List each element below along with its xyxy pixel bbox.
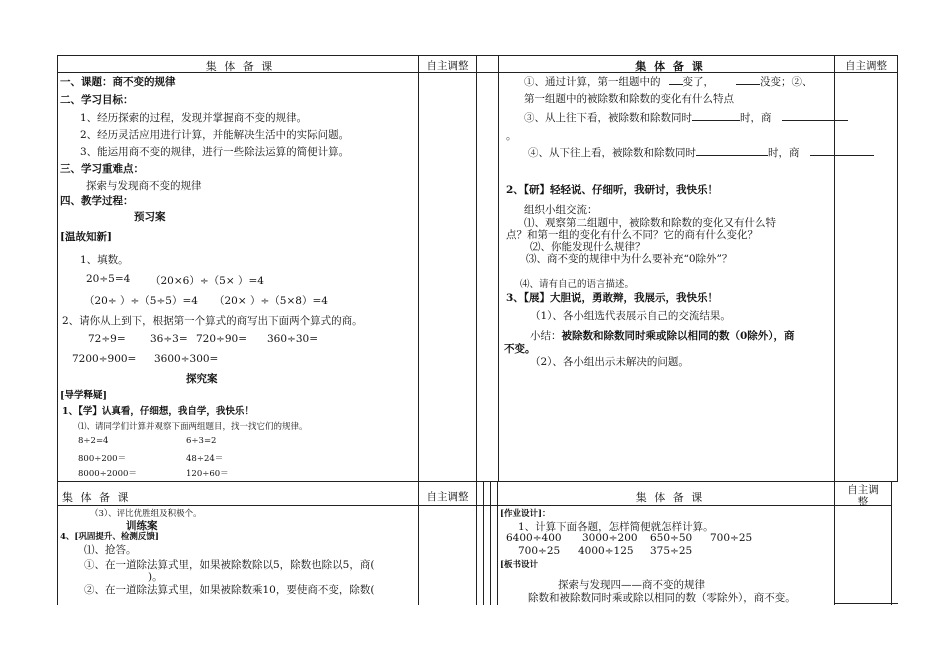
- summary-line-2: 不变。: [504, 343, 536, 355]
- exercise-1-end: )。: [148, 571, 163, 583]
- keypoint-text: 探索与发现商不变的规律: [86, 180, 202, 192]
- br-header-adjust-2: 整: [857, 496, 869, 508]
- bottom-table-right-border: [891, 481, 892, 605]
- group-exchange: 组织小组交流：: [524, 204, 598, 216]
- observe-line-1: [524, 74, 813, 89]
- group2-item-2: 48÷24＝: [186, 454, 224, 464]
- research-heading: 2、【研】轻轻说、仔细听，我研讨，我快乐！: [506, 184, 719, 196]
- blank-1: [669, 74, 683, 85]
- section-topic: 一、课题：商不变的规律: [60, 76, 176, 88]
- observe-line-1-b: 变了，: [682, 76, 714, 88]
- blank-4: [782, 110, 848, 121]
- guide-heading: [导学释疑]: [60, 390, 107, 401]
- research-q1-line2: 点？和第一组的变化有什么不同？它的商有什么变化？: [506, 229, 758, 241]
- calc-6: 4000÷125: [578, 545, 634, 557]
- show-step-2: （2）、各小组出示未解决的问题。: [530, 356, 689, 368]
- expr-3: 720÷90=: [196, 333, 247, 345]
- observe-line-5-a: ④、从下往上看，被除数和除数同时: [528, 147, 696, 159]
- tr-header-adjust: 自主调整: [845, 60, 887, 72]
- exercise-2: ②、在一道除法算式里，如果被除数乘10，要使商不变，除数(: [84, 584, 375, 596]
- evaluation-line: （3）、评比优胜组及积极个。: [90, 509, 202, 519]
- learn-heading: 1、【学】认真看，仔细想，我自学，我快乐！: [62, 406, 254, 417]
- tl-header-title: 集 体 备 课: [205, 60, 275, 73]
- top-table-divider-3: [498, 55, 499, 482]
- calc-3: 650÷50: [650, 532, 693, 544]
- section-goals: 二、学习目标：: [60, 94, 134, 106]
- bottom-table-divider-2: [476, 481, 477, 605]
- research-q4: ⑷、请有自己的语言描述。: [520, 279, 635, 290]
- br-header-title: 集 体 备 课: [635, 491, 705, 504]
- goal-3: 3、能运用商不变的规律，进行一些除法运算的简便计算。: [80, 146, 350, 158]
- expr-1: 72÷9=: [88, 333, 126, 345]
- observe-line-3-b: 时，商: [740, 112, 772, 124]
- bottom-table-header-line: [57, 505, 892, 506]
- calc-5: 700÷25: [518, 545, 561, 557]
- homework-instruction: 1、计算下面各题，怎样简便就怎样计算。: [518, 521, 714, 533]
- training-heading: 训练案: [126, 520, 158, 532]
- bottom-table-divider-4: [490, 481, 491, 605]
- bl-header-title: 集 体 备 课: [62, 491, 131, 504]
- research-q1-line1: ⑴、观察第二组题中，被除数和除数的变化又有什么特: [524, 217, 776, 229]
- bottom-table-divider-3: [483, 481, 484, 605]
- tl-header-adjust: 自主调整: [426, 60, 469, 72]
- top-table-top-border: [57, 55, 898, 56]
- blank-2: [736, 74, 760, 85]
- calc-4: 700÷25: [710, 532, 753, 544]
- review-heading: [温故知新]: [60, 231, 112, 243]
- group1-item-2: 800÷200＝: [78, 454, 127, 464]
- calc-2: 3000÷200: [582, 532, 638, 544]
- blank-5: [696, 145, 768, 156]
- quick-answer: ⑴、抢答。: [84, 544, 137, 556]
- observe-line-2: 第一组题中的被除数和除数的变化有什么特点: [524, 93, 734, 105]
- board-rule: 除数和被除数同时乘或除以相同的数（零除外），商不变。: [528, 592, 796, 604]
- observe-line-5: [528, 145, 874, 160]
- group1-item-1: 8÷2=4: [78, 436, 109, 446]
- fill-item-2: （20×6）÷（5× ）=4: [150, 275, 264, 287]
- goal-2: 2、经历灵活应用进行计算，并能解决生活中的实际问题。: [80, 129, 350, 141]
- top-table-bottom-border: [57, 481, 898, 482]
- exercise-1: ①、在一道除法算式里，如果被除数除以5，除数也除以5，商(: [84, 559, 375, 571]
- summary-label: 小结：: [530, 330, 562, 342]
- show-step-1: （1）、各小组选代表展示自己的交流结果。: [530, 310, 731, 322]
- board-heading: [板书设计: [500, 560, 539, 570]
- calc-1: 6400÷400: [506, 532, 562, 544]
- expr-6: 3600÷300=: [154, 353, 219, 365]
- goal-1: 1、经历探索的过程，发现并掌握商不变的规律。: [80, 112, 308, 124]
- top-table-divider-2: [476, 55, 477, 482]
- bottom-table-tail-line: [834, 603, 898, 604]
- learn-description: ⑴、请同学们计算并观察下面两组题目，找一找它们的规律。: [78, 422, 308, 432]
- bottom-table-divider-5: [497, 481, 498, 605]
- top-table-divider-1: [418, 55, 419, 482]
- top-table-right-border: [897, 55, 898, 482]
- observe-line-1-c: 没变；②、: [760, 76, 813, 88]
- observe-line-5-b: 时，商: [768, 147, 800, 159]
- blank-6: [810, 145, 874, 156]
- summary-line-1: [530, 328, 795, 343]
- observe-line-4: 。: [506, 130, 517, 142]
- section-process: 四、教学过程：: [60, 195, 134, 207]
- summary-rule: 被除数和除数同时乘或除以相同的数（0除外），商: [561, 330, 795, 342]
- top-table-left-border: [57, 55, 58, 482]
- board-title: 探索与发现四——商不变的规律: [558, 579, 705, 591]
- observe-line-3-a: ③、从上往下看，被除数和除数同时: [524, 112, 692, 124]
- section-keypoints: 三、学习重难点：: [60, 163, 144, 175]
- fill-item-3: （20÷ ）÷（5÷5）=4: [84, 295, 198, 307]
- blank-3: [692, 110, 740, 121]
- observe-line-3: [524, 110, 848, 125]
- fill-item-4: （20× ）÷（5×8）=4: [214, 295, 328, 307]
- preview-heading: 预习案: [134, 211, 166, 223]
- expr-4: 360÷30=: [267, 333, 318, 345]
- expr-2: 36÷3=: [150, 333, 188, 345]
- bl-header-adjust: 自主调整: [426, 491, 469, 503]
- fill-item-1: 20÷5=4: [86, 273, 131, 285]
- br-header-adjust-1: 自主调: [847, 484, 879, 496]
- fill-question: 1、填数。: [80, 254, 129, 266]
- quotient-question: 2、请你从上到下，根据第一个算式的商写出下面两个算式的商。: [62, 315, 363, 327]
- calc-7: 375÷25: [650, 545, 693, 557]
- research-q2: ⑵、你能发现什么规律？: [530, 241, 646, 253]
- expr-5: 7200÷900=: [72, 353, 137, 365]
- observe-line-1-a: ①、通过计算，第一组题中的: [524, 76, 661, 88]
- consolidate-heading: 4、[巩固提升、检测反馈]: [60, 532, 159, 542]
- group1-item-3: 8000÷2000＝: [78, 469, 137, 479]
- group2-item-3: 120÷60＝: [186, 469, 229, 479]
- research-q3: ⑶、商不变的规律中为什么要补充“0除外”？: [526, 253, 733, 265]
- homework-heading: [作业设计]：: [500, 509, 551, 519]
- show-heading: 3、【展】大胆说，勇敢辩，我展示，我快乐！: [506, 292, 719, 304]
- group2-item-1: 6÷3=2: [186, 436, 217, 446]
- explore-heading: 探究案: [186, 373, 218, 385]
- tr-header-title: 集 体 备 课: [635, 60, 705, 73]
- bottom-table-left-border: [57, 481, 58, 605]
